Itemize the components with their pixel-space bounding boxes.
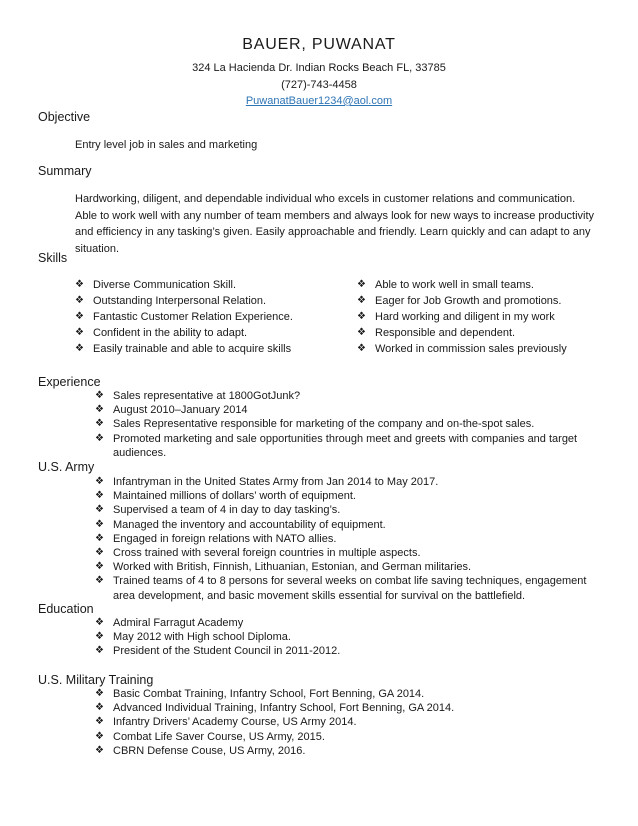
experience-list [95,389,595,460]
education-item-text: May 2012 with High school Diploma. [113,631,291,644]
experience-item [95,403,595,417]
bullet-icon: ❖ [95,490,104,502]
bullet-icon: ❖ [75,311,84,322]
bullet-icon: ❖ [95,561,104,573]
experience-heading: Experience [38,375,101,389]
experience-item [95,432,595,460]
training-heading: U.S. Military Training [38,673,154,687]
education-item [95,644,595,658]
army-item-text: Infantryman in the United States Army from Jan 2014 to May 2017. [113,476,439,488]
bullet-icon: ❖ [95,404,104,416]
skill-right-item [357,277,587,293]
education-item [95,616,595,630]
skill-left-item [75,293,335,309]
education-heading: Education [38,602,94,616]
skill-left-item-text: Outstanding Interpersonal Relation. [93,295,267,307]
skill-left-item [75,277,335,293]
bullet-icon: ❖ [95,575,104,587]
experience-item-text: Sales Representative responsible for marketing of the company and on-the-spot sales. [113,418,535,431]
bullet-icon: ❖ [95,518,104,530]
bullet-icon: ❖ [95,730,104,742]
army-item [95,475,595,489]
skills-right-list [357,277,587,357]
bullet-icon: ❖ [95,504,104,516]
bullet-icon: ❖ [75,295,84,306]
training-item [95,687,595,701]
bullet-icon: ❖ [95,432,104,444]
bullet-icon: ❖ [357,295,366,306]
experience-item-text: August 2010–January 2014 [113,404,248,417]
education-item-text: Admiral Farragut Academy [113,617,244,629]
skill-right-item [357,325,587,341]
training-item-text: Advanced Individual Training, Infantry School, Fort Benning, GA 2014. [113,702,455,715]
address-line: 324 La Hacienda Dr. Indian Rocks Beach FL, 33785 [192,62,446,74]
training-item [95,701,595,715]
skill-left-item [75,341,335,357]
candidate-name: BAUER, PUWANAT [242,36,396,53]
education-item-text: President of the Student Council in 2011-2012. [113,645,341,658]
army-item-text: Worked with British, Finnish, Lithuanian, Estonian, and German militaries. [113,561,472,574]
bullet-icon: ❖ [95,631,104,643]
education-list [95,616,595,659]
bullet-icon: ❖ [75,279,84,290]
army-item [95,574,595,602]
experience-item-text: Sales representative at 1800GotJunk? [113,390,301,402]
skills-heading: Skills [38,251,68,265]
army-item [95,532,595,546]
bullet-icon: ❖ [357,327,366,338]
summary-heading: Summary [38,164,92,178]
bullet-icon: ❖ [95,702,104,714]
training-item-text: Combat Life Saver Course, US Army, 2015. [113,730,325,743]
skill-left-item [75,309,335,325]
bullet-icon: ❖ [357,279,366,290]
bullet-icon: ❖ [95,476,104,487]
phone-line: (727)-743-4458 [281,79,357,91]
skill-right-item-text: Eager for Job Growth and promotions. [375,295,562,307]
bullet-icon: ❖ [95,744,104,756]
skill-left-item-text: Confident in the ability to adapt. [93,327,248,339]
army-item [95,546,595,560]
army-item-text: Cross trained with several foreign countries in multiple aspects. [113,547,421,560]
training-item [95,715,595,729]
education-item [95,630,595,644]
skill-right-item [357,309,587,325]
bullet-icon: ❖ [95,688,104,699]
experience-item [95,389,595,403]
army-item [95,503,595,517]
training-item-text: Infantry Drivers’ Academy Course, US Army 2014. [113,716,357,729]
army-list [95,475,595,603]
bullet-icon: ❖ [75,343,84,354]
army-item [95,560,595,574]
bullet-icon: ❖ [95,418,104,430]
bullet-icon: ❖ [95,390,104,401]
training-item-text: Basic Combat Training, Infantry School, Fort Benning, GA 2014. [113,688,425,700]
training-item-text: CBRN Defense Couse, US Army, 2016. [113,744,306,757]
email-link[interactable]: PuwanatBauer1234@aol.com [245,95,393,107]
bullet-icon: ❖ [95,617,104,628]
skill-left-item [75,325,335,341]
army-item-text: Engaged in foreign relations with NATO allies. [113,532,337,545]
skill-right-item-text: Worked in commission sales previously [375,343,567,355]
experience-item [95,417,595,431]
summary-text: Hardworking, diligent, and dependable individual who excels in customer relations and communication. Able to work well with any number of team members and always look for new ways to increase productivity and efficiency in any tasking’s given. Easily approachable and friendly. Learn quickly and can adapt to any situation. [75,193,595,255]
bullet-icon: ❖ [95,532,104,544]
bullet-icon: ❖ [95,547,104,559]
skill-right-item [357,341,587,357]
army-item-text: Trained teams of 4 to 8 persons for several weeks on combat life saving techniques, engagement area development, and basic movement skills essential for survival on the battlefield. [113,575,587,602]
experience-item-text: Promoted marketing and sale opportunities through meet and greets with companies and target audiences. [113,432,578,459]
army-item-text: Supervised a team of 4 in day to day tasking’s. [113,504,341,517]
bullet-icon: ❖ [75,327,84,338]
skill-right-item-text: Hard working and diligent in my work [375,311,555,323]
training-item [95,744,595,758]
army-item-text: Maintained millions of dollars’ worth of equipment. [113,490,356,503]
skill-right-item-text: Able to work well in small teams. [375,279,534,291]
bullet-icon: ❖ [95,716,104,728]
skill-right-item-text: Responsible and dependent. [375,327,516,339]
skill-right-item [357,293,587,309]
skills-left-list [75,277,335,357]
army-heading: U.S. Army [38,460,95,474]
bullet-icon: ❖ [357,343,366,354]
objective-text: Entry level job in sales and marketing [75,139,258,151]
objective-heading: Objective [38,110,91,124]
skill-left-item-text: Diverse Communication Skill. [93,279,237,291]
bullet-icon: ❖ [95,645,104,657]
training-item [95,730,595,744]
training-list [95,687,595,758]
army-item-text: Managed the inventory and accountability of equipment. [113,518,386,531]
bullet-icon: ❖ [357,311,366,322]
army-item [95,518,595,532]
army-item [95,489,595,503]
skill-left-item-text: Easily trainable and able to acquire skills [93,343,292,355]
skill-left-item-text: Fantastic Customer Relation Experience. [93,311,293,323]
